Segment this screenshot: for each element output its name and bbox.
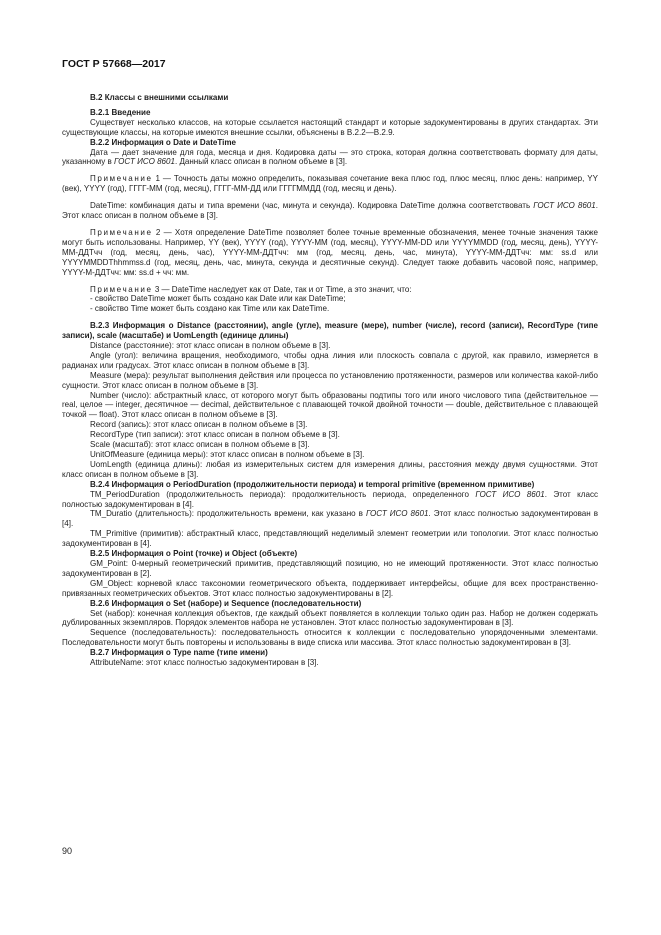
definition-item: TM_Primitive (примитив): абстрактный класс, представляющий неделимый элемент геометрии или топологии. Этот класс полностью задокументирован в [4]. [62,529,598,549]
text-span: Дата — дает значение для года, месяца и дня. Кодировка даты — это строка, которая должна соответствовать формату для даты, указанному в [62,147,598,167]
definition-item: Sequence (последовательность): последовательность относится к коллекции с последовательно упорядоченными элементами. Последовательности могут быть повторены и использованы в виде списка или массива. Этот класс полностью задокументирован в [3]. [62,628,598,648]
definition-item: UnitOfMeasure (единица меры): этот класс описан в полном объеме в [3]. [90,450,365,459]
section-heading-b2: В.2 Классы с внешними ссылками [90,93,229,102]
note-label: Примечание [90,227,153,237]
paragraph: Существует несколько классов, на которые ссылается настоящий стандарт и которые задокументированы в других стандартах. Эти существующие классы, на которые имеются внешние ссылки, объяснены в В.2.2—В.2.9. [62,117,598,137]
definition-item: UomLength (единица длины): любая из измерительных систем для измерения длины, расстояния между двумя сущностями. Этот класс описан в полном объеме в [3]. [62,459,598,479]
definition-item: Distance (расстояние): этот класс описан в полном объеме в [3]. [90,341,331,351]
standard-reference: ГОСТ ИСО 8601 [475,489,545,499]
text-span: . Этот класс полностью задокументирован в [4]. [62,509,599,529]
definition-item: Angle (угол): величина вращения, необходимого, чтобы одна линия или плоскость совпала с другой, как правило, измеряется в радианах или градусах. Этот класс описан в полном объеме в [3]. [62,350,598,370]
definition-item: Measure (мера): результат выполнения действия или процесса по установлению протяженности, размеров или количества какой-либо сущности. Этот класс описан в полном объеме в [3]. [62,370,598,390]
definition-item [62,490,598,510]
note-text: 1 — Точность даты можно определить, показывая сочетание века плюс год, плюс месяц, плюс день: например, YY (век), YYYY (год), ГГГГ-ММ (год, месяц), ГГГГ-ММ-ДД или ГГГГММДД (год, месяц и день). [62,174,598,194]
text-span: . Этот класс описан в полном объеме в [3]. [62,201,599,221]
definition-item: GM_Object: корневой класс таксономии геометрического объекта, поддерживает интерфейсы, общие для всех пространственно-привязанных геометрических объектов. Этот класс полностью задокументированы в [2]. [62,578,598,598]
section-heading-b25: В.2.5 Информация о Point (точке) и Object (объекте) [90,549,298,559]
section-heading-b21: В.2.1 Введение [90,107,151,117]
note-text: 3 — DateTime наследует как от Date, так и от Time, а это значит, что: [152,284,412,294]
definition-item [62,509,598,529]
note-text: 2 — Хотя определение DateTime позволяет более точные временные обозначения, менее точные значения также могут быть использованы. Например, YY (век), YYYY (год), YYYY-MM (год, месяц), YYYY-MM-DD или YYYYMMDD (год, месяц, день), YYYY-ММ-ДДТчч (год, месяц, день, час), YYYY-ММ-ДДТчч: мм (год, месяц, день, час, минута), YYYY-ММ-ДДТчч: мм: ss.d или YYYYMMDDThhmmss.d (год, месяц, день, час, минута, секунда и десятичные секунд). Следует также добавить часовой пояс, например, YYYY-М-ДДТчч: мм: ss.d + чч: мм. [62,227,598,277]
definition-item: Record (запись): этот класс описан в полном объеме в [3]. [90,420,308,430]
standard-reference: ГОСТ ИСО 8601 [533,201,596,211]
text-span: TM_PeriodDuration (продолжительность периода): продолжительность периода, определенного [90,489,476,499]
document-body [62,93,598,668]
section-heading-b26: В.2.6 Информация о Set (наборе) и Sequence (последовательности) [90,598,362,608]
text-span: DateTime: комбинация даты и типа времени (час, минута и секунда). Кодировка DateTime должна соответствовать [90,201,534,211]
note-label: Примечание [90,284,153,294]
definition-item: GM_Point: 0-мерный геометрический примитив, представляющий позицию, но не имеющий протяженности. Этот класс полностью задокументирован в [2]. [62,558,598,578]
section-heading-b27: В.2.7 Информация о Type name (типе имени) [90,648,268,658]
paragraph [62,201,598,221]
definition-item: Scale (масштаб): этот класс описан в полном объеме в [3]. [90,440,310,450]
note-paragraph [62,285,598,295]
text-span: TM_Duratio (длительность): продолжительность времени, как указано в [90,509,366,519]
list-item: - свойство DateTime может быть создано как Date или как DateTime; [90,294,346,304]
paragraph [62,148,598,168]
section-heading-b23: В.2.3 Информация о Distance (расстоянии), angle (угле), measure (мере), number (числе), record (записи), RecordType (типе записи), scale (масштабе) и UomLength (единице длины) [62,321,598,341]
text-span: . Данный класс описан в полном объеме в [3]. [174,157,348,167]
list-item: - свойство Time может быть создано как Time или как DateTime. [90,304,330,314]
note-paragraph [62,174,598,194]
definition-item: Set (набор): конечная коллекция объектов, где каждый объект появляется в коллекции только один раз. Набор не должен содержать дублированных экземпляров. Порядок элементов набора не установлен. Этот класс полностью задокументирован в [3]. [62,608,598,628]
text-span: . Этот класс полностью задокументирован в [4]. [62,489,598,509]
standard-reference: ГОСТ ИСО 8601 [114,157,175,167]
definition-item: RecordType (тип записи): этот класс описан в полном объеме в [3]. [90,430,340,440]
note-paragraph [62,228,598,278]
definition-item: Number (число): абстрактный класс, от которого могут быть образованы подтипы того или иного числового типа (действительное — real, целое — integer, десятичное — decimal, действительное с плавающей точкой двойной точности — double, действительное с плавающей точкой — float). Этот класс описан в полном объеме в [3]. [62,390,598,420]
page-number: 90 [62,846,73,856]
note-label: Примечание [90,174,153,184]
section-heading-b24: В.2.4 Информация о PeriodDuration (продолжительности периода) и temporal primitive (временном примитиве) [90,479,535,489]
definition-item: AttributeName: этот класс полностью задокументирован в [3]. [90,658,319,668]
section-heading-b22: В.2.2 Информация о Date и DateTime [90,137,237,147]
document-header: ГОСТ Р 57668—2017 [62,58,166,70]
standard-reference: ГОСТ ИСО 8601 [365,509,429,519]
